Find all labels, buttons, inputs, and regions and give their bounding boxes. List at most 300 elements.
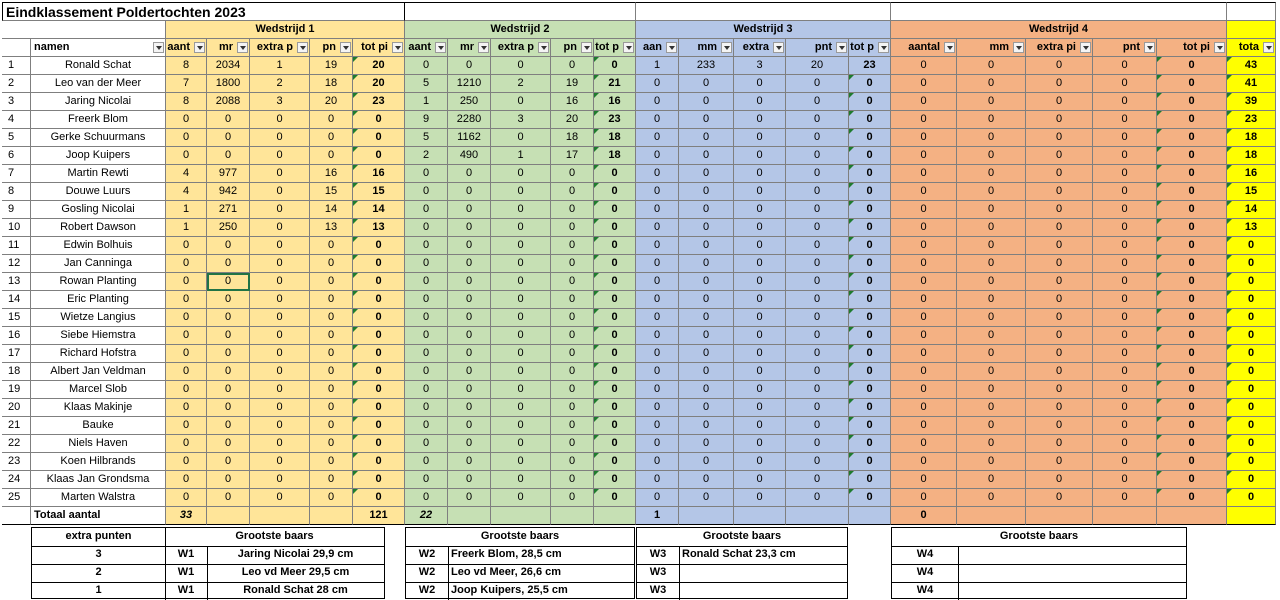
score-cell[interactable]: 250 xyxy=(448,93,491,111)
score-cell[interactable]: 0 xyxy=(166,147,207,165)
score-cell[interactable]: 0 xyxy=(491,219,551,237)
score-cell[interactable]: 0 xyxy=(353,489,405,507)
score-cell[interactable]: 0 xyxy=(166,381,207,399)
baars-entry[interactable] xyxy=(682,564,847,582)
filter-dropdown-button[interactable] xyxy=(153,42,164,53)
score-cell[interactable]: 0 xyxy=(1093,75,1157,93)
score-cell[interactable]: 0 xyxy=(1026,435,1093,453)
score-cell[interactable]: 0 xyxy=(448,255,491,273)
score-cell[interactable]: 0 xyxy=(250,399,310,417)
score-cell[interactable]: 0 xyxy=(957,201,1026,219)
score-cell[interactable]: 0 xyxy=(310,327,353,345)
score-cell[interactable]: 0 xyxy=(849,417,891,435)
score-cell[interactable]: 0 xyxy=(310,417,353,435)
score-cell[interactable]: 0 xyxy=(734,129,786,147)
score-cell[interactable]: 0 xyxy=(891,57,957,75)
score-cell[interactable]: 2034 xyxy=(207,57,250,75)
total-cell[interactable]: 0 xyxy=(1227,489,1276,507)
score-cell[interactable]: 0 xyxy=(166,255,207,273)
score-cell[interactable]: 0 xyxy=(1093,471,1157,489)
score-cell[interactable]: 0 xyxy=(166,327,207,345)
baars-entry[interactable]: Ronald Schat 23,3 cm xyxy=(682,548,796,560)
filter-dropdown-button[interactable] xyxy=(623,42,634,53)
extra-punten-value[interactable]: 1 xyxy=(32,582,166,600)
score-cell[interactable]: 0 xyxy=(250,201,310,219)
score-cell[interactable]: 0 xyxy=(734,237,786,255)
score-cell[interactable]: 0 xyxy=(679,201,734,219)
score-cell[interactable]: 15 xyxy=(310,183,353,201)
score-cell[interactable]: 0 xyxy=(679,183,734,201)
baars-entry[interactable]: Jaring Nicolai 29,9 cm xyxy=(237,548,354,560)
score-cell[interactable]: 977 xyxy=(207,165,250,183)
score-cell[interactable]: 0 xyxy=(891,417,957,435)
row-number[interactable]: 12 xyxy=(2,255,31,273)
row-number[interactable]: 25 xyxy=(2,489,31,507)
score-cell[interactable]: 0 xyxy=(957,111,1026,129)
score-cell[interactable]: 0 xyxy=(1026,219,1093,237)
score-cell[interactable]: 0 xyxy=(636,183,679,201)
score-cell[interactable]: 16 xyxy=(310,165,353,183)
totals-label[interactable]: Totaal aantal xyxy=(31,507,166,525)
score-cell[interactable]: 0 xyxy=(1093,345,1157,363)
filter-dropdown-button[interactable] xyxy=(944,42,955,53)
score-cell[interactable]: 942 xyxy=(207,183,250,201)
total-cell[interactable]: 0 xyxy=(1227,471,1276,489)
score-cell[interactable]: 21 xyxy=(594,75,636,93)
score-cell[interactable]: 0 xyxy=(551,453,594,471)
name-cell[interactable]: Marten Walstra xyxy=(31,489,166,507)
score-cell[interactable]: 0 xyxy=(786,363,849,381)
name-cell[interactable]: Eric Planting xyxy=(31,291,166,309)
score-cell[interactable]: 0 xyxy=(594,165,636,183)
score-cell[interactable]: 0 xyxy=(636,237,679,255)
score-cell[interactable]: 0 xyxy=(1157,219,1227,237)
score-cell[interactable]: 0 xyxy=(551,363,594,381)
score-cell[interactable]: 0 xyxy=(849,399,891,417)
score-cell[interactable]: 0 xyxy=(957,255,1026,273)
score-cell[interactable]: 0 xyxy=(636,255,679,273)
score-cell[interactable]: 0 xyxy=(1157,273,1227,291)
score-cell[interactable]: 0 xyxy=(1093,129,1157,147)
score-cell[interactable]: 0 xyxy=(491,291,551,309)
score-cell[interactable]: 0 xyxy=(551,489,594,507)
score-cell[interactable]: 0 xyxy=(957,309,1026,327)
score-cell[interactable]: 0 xyxy=(310,129,353,147)
score-cell[interactable]: 0 xyxy=(849,291,891,309)
extra-punten-value[interactable]: 2 xyxy=(32,564,166,582)
score-cell[interactable]: 0 xyxy=(679,111,734,129)
score-cell[interactable]: 0 xyxy=(636,147,679,165)
score-cell[interactable]: 0 xyxy=(636,165,679,183)
name-cell[interactable]: Joop Kuipers xyxy=(31,147,166,165)
score-cell[interactable]: 0 xyxy=(849,435,891,453)
name-cell[interactable]: Albert Jan Veldman xyxy=(31,363,166,381)
row-number[interactable]: 20 xyxy=(2,399,31,417)
score-cell[interactable]: 0 xyxy=(353,291,405,309)
row-number[interactable]: 10 xyxy=(2,219,31,237)
score-cell[interactable]: 9 xyxy=(405,111,448,129)
score-cell[interactable]: 0 xyxy=(891,471,957,489)
score-cell[interactable]: 0 xyxy=(405,273,448,291)
filter-dropdown-button[interactable] xyxy=(237,42,248,53)
score-cell[interactable]: 0 xyxy=(551,219,594,237)
score-cell[interactable]: 3 xyxy=(491,111,551,129)
score-cell[interactable]: 0 xyxy=(551,201,594,219)
score-cell[interactable]: 0 xyxy=(1026,93,1093,111)
score-cell[interactable]: 0 xyxy=(207,111,250,129)
score-cell[interactable]: 0 xyxy=(957,273,1026,291)
score-cell[interactable]: 0 xyxy=(491,471,551,489)
score-cell[interactable]: 1800 xyxy=(207,75,250,93)
score-cell[interactable]: 0 xyxy=(891,237,957,255)
total-cell[interactable]: 0 xyxy=(1227,273,1276,291)
wedstrijd-code[interactable]: W1 xyxy=(165,582,208,600)
score-cell[interactable]: 20 xyxy=(551,111,594,129)
name-cell[interactable]: Siebe Hiemstra xyxy=(31,327,166,345)
score-cell[interactable]: 0 xyxy=(250,111,310,129)
score-cell[interactable]: 0 xyxy=(636,129,679,147)
score-cell[interactable]: 0 xyxy=(636,273,679,291)
wedstrijd-code[interactable]: W1 xyxy=(165,546,208,564)
score-cell[interactable]: 0 xyxy=(957,147,1026,165)
filter-dropdown-button[interactable] xyxy=(773,42,784,53)
score-cell[interactable]: 0 xyxy=(1093,291,1157,309)
totals-cell[interactable] xyxy=(207,507,250,525)
score-cell[interactable]: 0 xyxy=(849,453,891,471)
score-cell[interactable]: 0 xyxy=(849,273,891,291)
score-cell[interactable]: 0 xyxy=(448,327,491,345)
score-cell[interactable]: 0 xyxy=(310,435,353,453)
name-cell[interactable]: Gosling Nicolai xyxy=(31,201,166,219)
score-cell[interactable]: 2088 xyxy=(207,93,250,111)
row-number[interactable]: 11 xyxy=(2,237,31,255)
score-cell[interactable]: 0 xyxy=(405,399,448,417)
score-cell[interactable]: 0 xyxy=(353,363,405,381)
score-cell[interactable]: 0 xyxy=(1157,417,1227,435)
score-cell[interactable]: 0 xyxy=(957,165,1026,183)
score-cell[interactable]: 18 xyxy=(551,129,594,147)
score-cell[interactable]: 23 xyxy=(594,111,636,129)
name-cell[interactable]: Niels Haven xyxy=(31,435,166,453)
score-cell[interactable]: 0 xyxy=(1026,381,1093,399)
row-number[interactable]: 6 xyxy=(2,147,31,165)
score-cell[interactable]: 0 xyxy=(734,399,786,417)
score-cell[interactable]: 0 xyxy=(1157,291,1227,309)
total-cell[interactable]: 0 xyxy=(1227,417,1276,435)
filter-dropdown-button[interactable] xyxy=(581,42,592,53)
score-cell[interactable]: 0 xyxy=(310,309,353,327)
score-cell[interactable]: 0 xyxy=(786,165,849,183)
score-cell[interactable]: 0 xyxy=(849,255,891,273)
row-number[interactable]: 2 xyxy=(2,75,31,93)
score-cell[interactable]: 0 xyxy=(448,309,491,327)
total-cell[interactable]: 14 xyxy=(1227,201,1276,219)
score-cell[interactable]: 0 xyxy=(594,471,636,489)
name-cell[interactable]: Klaas Jan Grondsma xyxy=(31,471,166,489)
score-cell[interactable]: 0 xyxy=(786,93,849,111)
score-cell[interactable]: 14 xyxy=(310,201,353,219)
score-cell[interactable]: 18 xyxy=(594,147,636,165)
baars-entry[interactable]: Joop Kuipers, 25,5 cm xyxy=(451,584,568,596)
score-cell[interactable]: 0 xyxy=(1093,183,1157,201)
score-cell[interactable]: 0 xyxy=(679,435,734,453)
score-cell[interactable]: 0 xyxy=(250,237,310,255)
score-cell[interactable]: 0 xyxy=(786,183,849,201)
score-cell[interactable]: 0 xyxy=(310,345,353,363)
score-cell[interactable]: 0 xyxy=(405,471,448,489)
score-cell[interactable]: 0 xyxy=(734,165,786,183)
score-cell[interactable]: 0 xyxy=(448,381,491,399)
score-cell[interactable]: 0 xyxy=(849,183,891,201)
score-cell[interactable]: 3 xyxy=(734,57,786,75)
score-cell[interactable]: 0 xyxy=(405,219,448,237)
score-cell[interactable]: 0 xyxy=(679,273,734,291)
score-cell[interactable]: 0 xyxy=(1093,489,1157,507)
score-cell[interactable]: 13 xyxy=(310,219,353,237)
score-cell[interactable]: 0 xyxy=(448,237,491,255)
score-cell[interactable]: 0 xyxy=(250,309,310,327)
score-cell[interactable]: 0 xyxy=(448,57,491,75)
score-cell[interactable]: 0 xyxy=(310,381,353,399)
score-cell[interactable]: 0 xyxy=(1093,147,1157,165)
score-cell[interactable]: 0 xyxy=(353,327,405,345)
score-cell[interactable]: 0 xyxy=(636,309,679,327)
row-number[interactable]: 19 xyxy=(2,381,31,399)
score-cell[interactable]: 0 xyxy=(250,489,310,507)
score-cell[interactable]: 0 xyxy=(491,165,551,183)
score-cell[interactable]: 0 xyxy=(594,489,636,507)
score-cell[interactable]: 0 xyxy=(786,417,849,435)
score-cell[interactable]: 0 xyxy=(405,381,448,399)
score-cell[interactable]: 0 xyxy=(166,399,207,417)
score-cell[interactable]: 0 xyxy=(636,363,679,381)
totals-cell[interactable] xyxy=(679,507,734,525)
score-cell[interactable]: 0 xyxy=(310,111,353,129)
score-cell[interactable]: 0 xyxy=(250,417,310,435)
total-cell[interactable]: 18 xyxy=(1227,147,1276,165)
score-cell[interactable]: 0 xyxy=(891,111,957,129)
filter-dropdown-button[interactable] xyxy=(1080,42,1091,53)
score-cell[interactable]: 0 xyxy=(551,183,594,201)
score-cell[interactable]: 0 xyxy=(1157,327,1227,345)
score-cell[interactable]: 0 xyxy=(1093,327,1157,345)
score-cell[interactable]: 0 xyxy=(250,435,310,453)
score-cell[interactable]: 0 xyxy=(891,273,957,291)
score-cell[interactable]: 0 xyxy=(353,399,405,417)
score-cell[interactable]: 1 xyxy=(491,147,551,165)
row-number[interactable]: 8 xyxy=(2,183,31,201)
score-cell[interactable]: 0 xyxy=(207,417,250,435)
score-cell[interactable]: 0 xyxy=(679,93,734,111)
score-cell[interactable]: 0 xyxy=(891,147,957,165)
score-cell[interactable]: 0 xyxy=(353,453,405,471)
score-cell[interactable]: 0 xyxy=(166,417,207,435)
score-cell[interactable]: 0 xyxy=(679,219,734,237)
score-cell[interactable]: 0 xyxy=(1157,111,1227,129)
score-cell[interactable]: 0 xyxy=(1026,345,1093,363)
score-cell[interactable]: 0 xyxy=(1157,75,1227,93)
score-cell[interactable]: 0 xyxy=(786,219,849,237)
score-cell[interactable]: 0 xyxy=(679,453,734,471)
row-number[interactable]: 5 xyxy=(2,129,31,147)
score-cell[interactable]: 0 xyxy=(310,147,353,165)
score-cell[interactable]: 0 xyxy=(551,57,594,75)
score-cell[interactable]: 0 xyxy=(405,237,448,255)
totals-cell[interactable] xyxy=(1227,507,1276,525)
score-cell[interactable]: 14 xyxy=(353,201,405,219)
score-cell[interactable]: 0 xyxy=(448,363,491,381)
score-cell[interactable]: 0 xyxy=(448,399,491,417)
score-cell[interactable]: 0 xyxy=(891,363,957,381)
total-cell[interactable]: 0 xyxy=(1227,309,1276,327)
score-cell[interactable]: 0 xyxy=(849,489,891,507)
score-cell[interactable]: 0 xyxy=(679,399,734,417)
score-cell[interactable]: 0 xyxy=(957,93,1026,111)
score-cell[interactable]: 0 xyxy=(310,453,353,471)
score-cell[interactable]: 0 xyxy=(1157,129,1227,147)
score-cell[interactable]: 0 xyxy=(957,435,1026,453)
score-cell[interactable]: 0 xyxy=(636,381,679,399)
score-cell[interactable]: 0 xyxy=(636,219,679,237)
score-cell[interactable]: 0 xyxy=(636,489,679,507)
score-cell[interactable]: 0 xyxy=(849,327,891,345)
filter-dropdown-button[interactable] xyxy=(392,42,403,53)
score-cell[interactable]: 23 xyxy=(849,57,891,75)
score-cell[interactable]: 0 xyxy=(353,471,405,489)
score-cell[interactable]: 0 xyxy=(594,201,636,219)
score-cell[interactable]: 0 xyxy=(207,345,250,363)
baars-entry[interactable] xyxy=(961,582,1186,600)
score-cell[interactable]: 0 xyxy=(1093,219,1157,237)
score-cell[interactable]: 0 xyxy=(448,453,491,471)
score-cell[interactable]: 0 xyxy=(1157,453,1227,471)
score-cell[interactable]: 0 xyxy=(679,417,734,435)
score-cell[interactable]: 16 xyxy=(353,165,405,183)
score-cell[interactable]: 0 xyxy=(207,489,250,507)
name-cell[interactable]: Martin Rewti xyxy=(31,165,166,183)
score-cell[interactable]: 0 xyxy=(405,327,448,345)
score-cell[interactable]: 0 xyxy=(551,417,594,435)
score-cell[interactable]: 0 xyxy=(448,219,491,237)
score-cell[interactable]: 0 xyxy=(1026,75,1093,93)
score-cell[interactable]: 20 xyxy=(353,57,405,75)
score-cell[interactable]: 0 xyxy=(1026,183,1093,201)
totals-cell[interactable] xyxy=(1157,507,1227,525)
score-cell[interactable]: 0 xyxy=(491,489,551,507)
score-cell[interactable]: 0 xyxy=(679,291,734,309)
score-cell[interactable]: 0 xyxy=(1026,399,1093,417)
score-cell[interactable]: 0 xyxy=(491,57,551,75)
score-cell[interactable]: 0 xyxy=(353,237,405,255)
score-cell[interactable]: 0 xyxy=(594,435,636,453)
score-cell[interactable]: 0 xyxy=(1026,111,1093,129)
score-cell[interactable]: 0 xyxy=(734,363,786,381)
score-cell[interactable]: 0 xyxy=(849,219,891,237)
score-cell[interactable]: 0 xyxy=(405,183,448,201)
score-cell[interactable]: 0 xyxy=(1026,309,1093,327)
score-cell[interactable]: 0 xyxy=(957,57,1026,75)
score-cell[interactable]: 0 xyxy=(1093,165,1157,183)
total-cell[interactable]: 13 xyxy=(1227,219,1276,237)
totals-cell[interactable]: 22 xyxy=(405,507,448,525)
total-cell[interactable]: 0 xyxy=(1227,453,1276,471)
score-cell[interactable]: 0 xyxy=(849,129,891,147)
score-cell[interactable]: 271 xyxy=(207,201,250,219)
score-cell[interactable]: 0 xyxy=(166,129,207,147)
score-cell[interactable]: 20 xyxy=(786,57,849,75)
score-cell[interactable]: 0 xyxy=(551,237,594,255)
score-cell[interactable]: 0 xyxy=(1157,57,1227,75)
totals-cell[interactable] xyxy=(1026,507,1093,525)
totals-cell[interactable] xyxy=(734,507,786,525)
score-cell[interactable]: 0 xyxy=(849,471,891,489)
score-cell[interactable]: 0 xyxy=(310,399,353,417)
wedstrijd-code[interactable]: W4 xyxy=(892,582,959,600)
score-cell[interactable]: 0 xyxy=(250,273,310,291)
total-cell[interactable]: 18 xyxy=(1227,129,1276,147)
totals-cell[interactable] xyxy=(786,507,849,525)
score-cell[interactable]: 0 xyxy=(491,453,551,471)
score-cell[interactable]: 0 xyxy=(250,291,310,309)
total-cell[interactable]: 43 xyxy=(1227,57,1276,75)
score-cell[interactable]: 0 xyxy=(734,291,786,309)
score-cell[interactable]: 0 xyxy=(786,255,849,273)
score-cell[interactable]: 0 xyxy=(207,309,250,327)
score-cell[interactable]: 0 xyxy=(166,363,207,381)
score-cell[interactable]: 0 xyxy=(679,255,734,273)
score-cell[interactable]: 2 xyxy=(250,75,310,93)
score-cell[interactable]: 0 xyxy=(448,165,491,183)
score-cell[interactable]: 2 xyxy=(491,75,551,93)
row-number[interactable]: 14 xyxy=(2,291,31,309)
score-cell[interactable]: 0 xyxy=(957,399,1026,417)
totals-cell[interactable]: 0 xyxy=(891,507,957,525)
score-cell[interactable]: 250 xyxy=(207,219,250,237)
score-cell[interactable]: 0 xyxy=(957,219,1026,237)
score-cell[interactable]: 0 xyxy=(957,237,1026,255)
score-cell[interactable]: 0 xyxy=(1157,237,1227,255)
filter-dropdown-button[interactable] xyxy=(297,42,308,53)
totals-cell[interactable] xyxy=(1093,507,1157,525)
name-cell[interactable]: Gerke Schuurmans xyxy=(31,129,166,147)
name-cell[interactable]: Ronald Schat xyxy=(31,57,166,75)
score-cell[interactable]: 0 xyxy=(734,453,786,471)
score-cell[interactable]: 0 xyxy=(1093,381,1157,399)
score-cell[interactable]: 0 xyxy=(1093,417,1157,435)
score-cell[interactable]: 0 xyxy=(207,435,250,453)
score-cell[interactable]: 0 xyxy=(448,291,491,309)
score-cell[interactable]: 0 xyxy=(636,111,679,129)
score-cell[interactable]: 18 xyxy=(310,75,353,93)
totals-cell[interactable]: 1 xyxy=(636,507,679,525)
score-cell[interactable]: 18 xyxy=(594,129,636,147)
score-cell[interactable]: 0 xyxy=(405,363,448,381)
score-cell[interactable]: 19 xyxy=(310,57,353,75)
totals-cell[interactable] xyxy=(491,507,551,525)
score-cell[interactable]: 0 xyxy=(1026,471,1093,489)
score-cell[interactable]: 20 xyxy=(310,93,353,111)
score-cell[interactable]: 0 xyxy=(448,345,491,363)
score-cell[interactable]: 0 xyxy=(448,435,491,453)
totals-cell[interactable]: 121 xyxy=(353,507,405,525)
score-cell[interactable]: 0 xyxy=(891,291,957,309)
score-cell[interactable]: 0 xyxy=(891,255,957,273)
score-cell[interactable]: 0 xyxy=(636,471,679,489)
sort-filter-button[interactable] xyxy=(1263,42,1274,53)
totals-cell[interactable] xyxy=(448,507,491,525)
score-cell[interactable]: 0 xyxy=(734,93,786,111)
score-cell[interactable]: 0 xyxy=(786,399,849,417)
